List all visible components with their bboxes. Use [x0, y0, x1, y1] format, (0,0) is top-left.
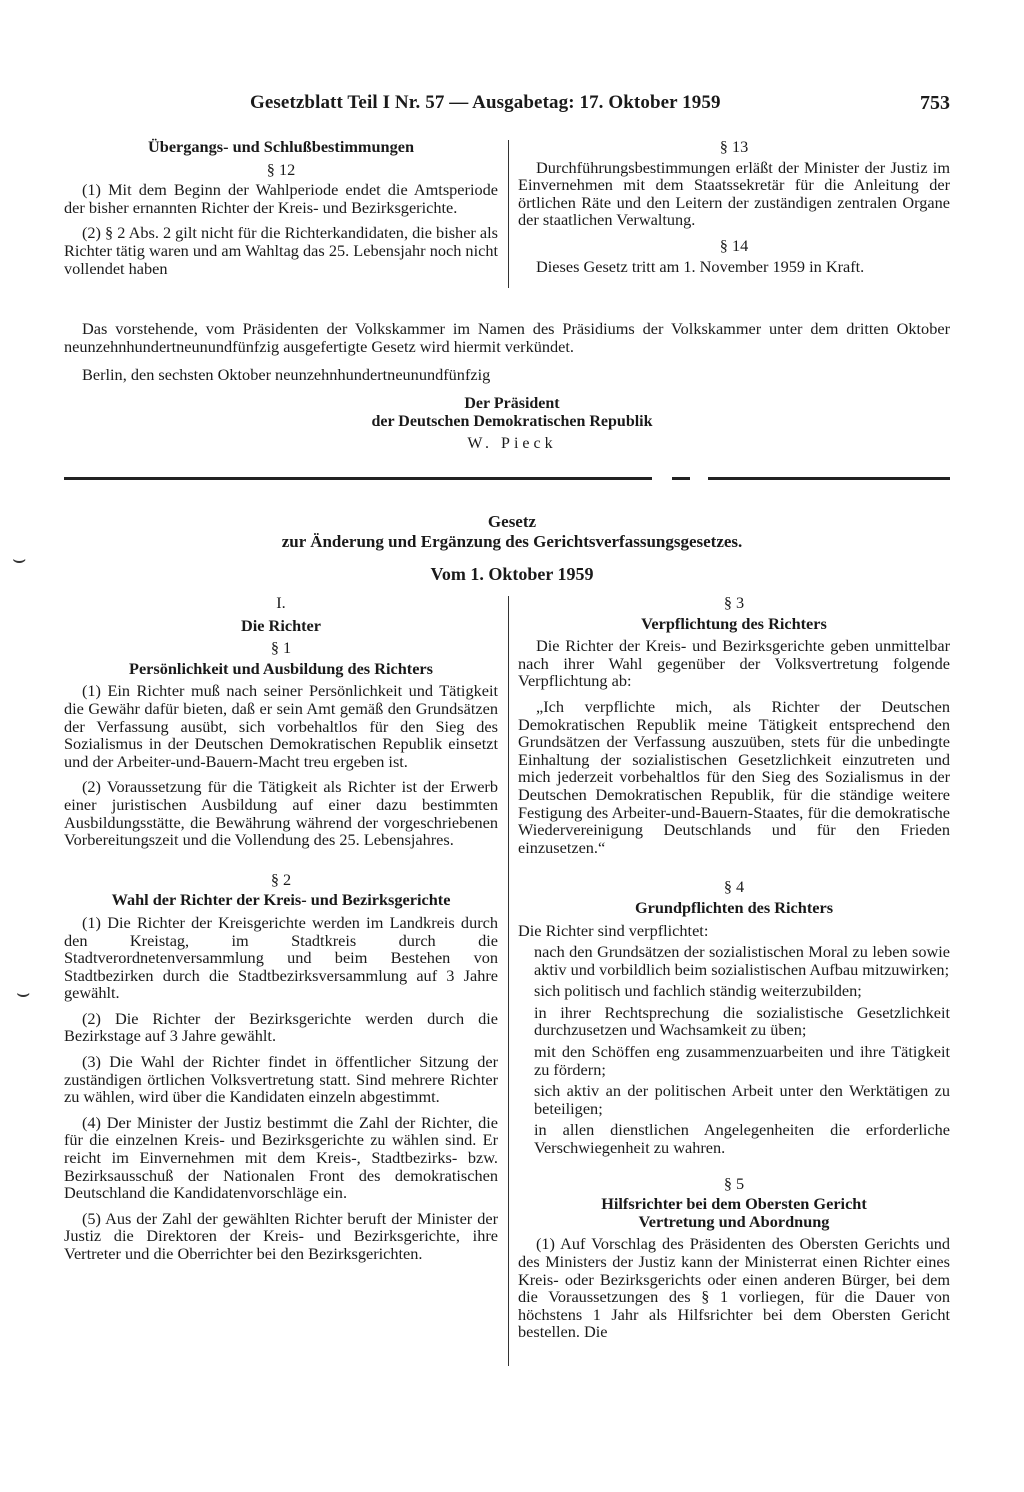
section-5-paragraph-1: (1) Auf Vorschlag des Präsidenten des Obersten Gerichts und des Ministers der Justiz kann der Ministerrat einen Richter eines Kreis- oder Bezirksgerichts oder einen anderen Bürger, bei dem die Voraussetzungen des § 1 vorliegen, für die Dauer von höchstens 1 Jahr als Hilfsrichter bei dem Obersten Gericht bestellen. Die	[518, 1234, 950, 1342]
section-1-paragraph-2: (2) Voraussetzung für die Tätigkeit als Richter ist der Erwerb einer juristischen Ausbildung auf einer dazu bestimmten Ausbildungsstätte, die Bewährung während der vorgeschriebenen Vorbereitungszeit und die Vollendung des 25. Lebensjahres.	[64, 777, 498, 850]
promulgation-text: Das vorstehende, vom Präsidenten der Volkskammer im Namen des Präsidiums der Volkskammer unter dem dritten Oktober neunzehnhundertneunundfünfzig ausgefertigte Gesetz wird hiermit verkündet.	[64, 319, 950, 356]
margin-mark: ⌣	[12, 546, 27, 571]
section-5-number: § 5	[723, 1173, 745, 1193]
duty-item: nach den Grundsätzen der sozialistischen Moral zu leben sowie aktiv und vorbildlich beim sozialistischen Aufbau mitzuwirken;	[534, 942, 950, 979]
section-5-title-2: Vertretung und Abordnung	[638, 1211, 830, 1231]
body-column-divider	[508, 596, 509, 1366]
section-14-number: § 14	[719, 235, 749, 255]
top-left-column	[64, 138, 498, 285]
top-column-divider	[508, 140, 509, 288]
section-5-title-1: Hilfsrichter bei dem Obersten Gericht	[601, 1194, 867, 1214]
section-2-paragraph-1: (1) Die Richter der Kreisgerichte werden im Landkreis durch den Kreistag, im Stadtkreis durch die Stadtverordnetenversammlung und beim Bestehen von Stadtbezirken durch die Stadtbezirksversammlung auf 3 Jahre gewählt.	[64, 912, 498, 1003]
duty-item: mit den Schöffen eng zusammenzuarbeiten und ihre Tätigkeit zu fördern;	[534, 1042, 950, 1079]
signature-block	[0, 395, 1024, 453]
part-title: Die Richter	[240, 615, 321, 635]
signature-line-1: Der Präsident	[464, 395, 560, 412]
section-2-paragraph-5: (5) Aus der Zahl der gewählten Richter beruft der Minister der Justiz die Direktoren der Kreis- und Bezirksgerichte, ihre Vertreter und die Oberrichter bei den Bezirksgerichten.	[64, 1208, 498, 1263]
duty-item: in allen dienstlichen Angelegenheiten die erforderliche Verschwiegenheit zu wahren.	[534, 1120, 950, 1158]
section-4-title: Grundpflichten des Richters	[634, 897, 834, 917]
page-number: 753	[920, 92, 950, 114]
section-12-paragraph-2: (2) § 2 Abs. 2 gilt nicht für die Richterkandidaten, die bisher als Richter tätig waren und am Wahltag das 25. Lebensjahr noch nicht vollendet haben	[64, 223, 498, 278]
section-2-paragraph-4: (4) Der Minister der Justiz bestimmt die Zahl der Richter, die für die einzelnen Kreis- und Bezirksgerichte zu wählen sind. Er reicht im Einvernehmen mit dem Kreis-, Stadtbezirks- bzw. Bezirksausschuß der Nationalen Front des demokratischen Deutschland die Kandidatenvorschläge ein.	[64, 1112, 498, 1203]
right-body-column	[518, 594, 950, 1349]
section-3-paragraph: Die Richter der Kreis- und Bezirksgerichte geben unmittelbar nach ihrer Wahl gegenüber der Volksvertretung folgende Verpflichtung ab:	[518, 636, 950, 691]
duty-item: sich politisch und fachlich ständig weiterzubilden;	[534, 981, 862, 1001]
top-right-column	[518, 138, 950, 283]
section-4-intro: Die Richter sind verpflichtet:	[518, 920, 709, 940]
section-3-title: Verpflichtung des Richters	[641, 613, 827, 633]
section-12-paragraph-1: (1) Mit dem Beginn der Wahlperiode endet die Amtsperiode der bisher ernannten Richter der Kreis- und Bezirksgerichte.	[64, 180, 498, 217]
section-1-title: Persönlichkeit und Ausbildung des Richters	[129, 658, 433, 678]
header-title: Gesetzblatt Teil I Nr. 57 — Ausgabetag: 17. Oktober 1959	[250, 92, 721, 113]
section-13-paragraph: Durchführungsbestimmungen erläßt der Minister der Justiz im Einvernehmen mit dem Staatssekretär für die Anleitung der örtlichen Räte und den Leitern der zuständigen zentralen Organe der staatlichen Verwaltung.	[518, 157, 950, 230]
signature-name: W. Pieck	[467, 435, 557, 452]
signature-line-2: der Deutschen Demokratischen Republik	[371, 413, 653, 430]
section-4-number: § 4	[723, 877, 745, 897]
section-1-paragraph-1: (1) Ein Richter muß nach seiner Persönlichkeit und Tätigkeit die Gewähr dafür bieten, daß er sein Amt gemäß den Grundsätzen der Verfassung ausübt, sich vorbehaltlos für den Sieg des Sozialismus in der Deutschen Demokratischen Republik einsetzt und der Arbeiter-und-Bauern-Macht treu ergeben ist.	[64, 681, 498, 771]
margin-mark: ⌣	[16, 980, 31, 1005]
duty-item: in ihrer Rechtsprechung die sozialistische Gesetzlichkeit durchzusetzen und Wachsamkeit zu üben;	[534, 1002, 950, 1040]
page-header	[250, 92, 950, 116]
section-12-number: § 12	[266, 159, 296, 179]
law-title-1: Gesetz	[487, 512, 537, 531]
section-13-number: § 13	[719, 137, 749, 156]
section-2-number: § 2	[270, 869, 292, 889]
transitional-provisions-heading: Übergangs- und Schlußbestimmungen	[148, 137, 414, 156]
section-3-number: § 3	[723, 593, 745, 612]
part-number: I.	[276, 593, 286, 612]
section-14-paragraph: Dieses Gesetz tritt am 1. November 1959 in Kraft.	[536, 256, 865, 276]
law-date: Vom 1. Oktober 1959	[430, 564, 594, 584]
separator-gap	[652, 476, 672, 481]
section-separator-rule	[64, 477, 950, 480]
section-1-number: § 1	[270, 638, 292, 658]
left-body-column	[64, 594, 498, 1271]
section-2-title: Wahl der Richter der Kreis- und Bezirksgerichte	[111, 890, 451, 910]
duty-item: sich aktiv an der politischen Arbeit unter den Werktätigen zu beteiligen;	[534, 1081, 950, 1118]
section-3-oath: „Ich verpflichte mich, als Richter der Deutschen Demokratischen Republik meine Tätigkeit entsprechend den Grundsätzen der Verfassung auszuüben, stets für die unbedingte Einhaltung der sozialistischen Gesetzlichkeit einzutreten und mich jederzeit vorbehaltlos für den Sieg des Sozialismus in der Deutschen Demokratischen Republik, für die ständige weitere Festigung des Arbeiter-und-Bauern-Staates, für die demokratische Wiedervereinigung Deutschlands und für den Frieden einzusetzen.“	[518, 696, 950, 857]
place-date: Berlin, den sechsten Oktober neunzehnhundertneunundfünfzig	[82, 365, 491, 384]
law-title-2: zur Änderung und Ergänzung des Gerichtsverfassungsgesetzes.	[281, 532, 743, 551]
section-2-paragraph-3: (3) Die Wahl der Richter findet in öffentlicher Sitzung der zuständigen örtlichen Volksvertretung statt. Sind mehrere Richter zu wählen, wird über die Kandidaten einzeln abgestimmt.	[64, 1052, 498, 1107]
separator-gap	[690, 476, 708, 481]
promulgation-block	[64, 320, 950, 384]
section-2-paragraph-2: (2) Die Richter der Bezirksgerichte werden durch die Bezirkstage auf 3 Jahre gewählt.	[64, 1008, 498, 1046]
